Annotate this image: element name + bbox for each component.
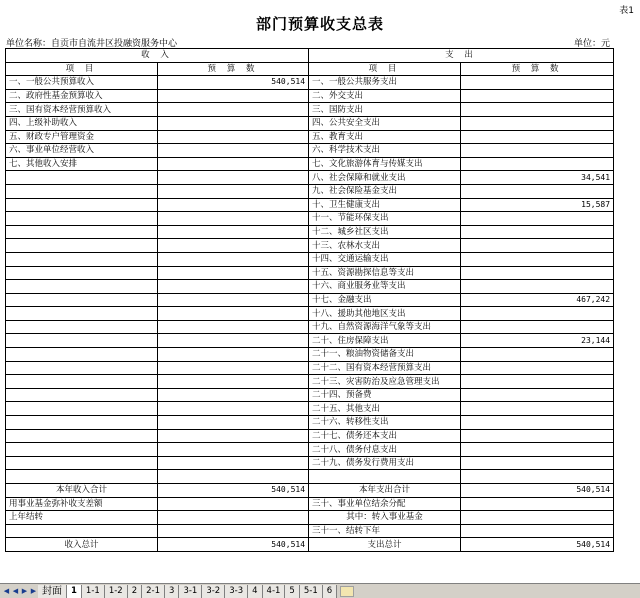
- sheet-tab[interactable]: 3-3: [225, 585, 248, 598]
- expense-item: 一、一般公共服务支出: [309, 76, 461, 90]
- income-year-value: 540,514: [158, 484, 309, 498]
- expense-item: 十九、自然资源海洋气象等支出: [309, 320, 461, 334]
- income-budget-header: 预 算 数: [158, 62, 309, 76]
- budget-table: [5, 48, 614, 552]
- expense-item: 七、文化旅游体育与传媒支出: [309, 157, 461, 171]
- income-item: [6, 184, 158, 198]
- income-item: [6, 416, 158, 430]
- expense-value: [461, 239, 614, 253]
- table-row: [6, 212, 614, 226]
- table-row: [6, 225, 614, 239]
- surplus-value: [461, 497, 614, 511]
- expense-value: [461, 361, 614, 375]
- table-row: [6, 388, 614, 402]
- expense-item: 九、社会保险基金支出: [309, 184, 461, 198]
- table-row: [6, 320, 614, 334]
- income-item: [6, 388, 158, 402]
- income-value: [158, 157, 309, 171]
- unit-currency: 单位：元: [573, 39, 610, 49]
- table-row: [6, 89, 614, 103]
- table-row: [6, 280, 614, 294]
- income-value: [158, 456, 309, 470]
- table-row: [6, 130, 614, 144]
- sheet-tab[interactable]: 封面: [38, 585, 67, 598]
- income-value: [158, 348, 309, 362]
- expense-value: [461, 157, 614, 171]
- income-item: [6, 429, 158, 443]
- expense-value: [461, 280, 614, 294]
- table-row: [6, 375, 614, 389]
- income-value: [158, 144, 309, 158]
- transfer-value: [461, 511, 614, 525]
- income-item: [6, 252, 158, 266]
- income-value: [158, 361, 309, 375]
- page-title: 部门预算收支总表: [255, 15, 384, 33]
- income-value: [158, 171, 309, 185]
- fund-gap-label: 用事业基金弥补收支差额: [6, 497, 158, 511]
- expense-item: 十、卫生健康支出: [309, 198, 461, 212]
- income-item: [6, 470, 158, 484]
- income-value: [158, 429, 309, 443]
- expense-value: [461, 416, 614, 430]
- income-item: 七、其他收入安排: [6, 157, 158, 171]
- carry-next-left: [6, 524, 158, 538]
- income-item: 二、政府性基金预算收入: [6, 89, 158, 103]
- income-item: [6, 266, 158, 280]
- table-row: [6, 116, 614, 130]
- table-row: [6, 252, 614, 266]
- income-item: [6, 456, 158, 470]
- income-item: [6, 239, 158, 253]
- expense-item: 三、国防支出: [309, 103, 461, 117]
- expense-value: [461, 375, 614, 389]
- income-item: [6, 293, 158, 307]
- income-item: [6, 348, 158, 362]
- table-row: [6, 184, 614, 198]
- expense-item: [309, 470, 461, 484]
- income-item: [6, 225, 158, 239]
- income-value: [158, 470, 309, 484]
- carry-label: 上年结转: [6, 511, 158, 525]
- expense-item: 六、科学技术支出: [309, 144, 461, 158]
- table-row: [6, 334, 614, 348]
- expense-item: 二十四、预备费: [309, 388, 461, 402]
- fund-gap-value: [158, 497, 309, 511]
- expense-value: [461, 266, 614, 280]
- income-item: 一、一般公共预算收入: [6, 76, 158, 90]
- income-item: [6, 307, 158, 321]
- expense-item: 二十八、债务付息支出: [309, 443, 461, 457]
- expense-item: 十三、农林水支出: [309, 239, 461, 253]
- income-item: 三、国有资本经营预算收入: [6, 103, 158, 117]
- table-row: [6, 402, 614, 416]
- tab-navigation: [0, 587, 38, 595]
- table-row: [6, 307, 614, 321]
- table-row: [6, 293, 614, 307]
- table-row: [6, 456, 614, 470]
- expense-value: [461, 388, 614, 402]
- expense-value: [461, 103, 614, 117]
- expense-header: 支 出: [309, 49, 614, 63]
- sheet-tab[interactable]: 1-2: [105, 585, 128, 598]
- income-value: [158, 266, 309, 280]
- expense-value: [461, 130, 614, 144]
- income-item-header: 项 目: [6, 62, 158, 76]
- table-row: [6, 239, 614, 253]
- table-row: [6, 266, 614, 280]
- expense-item: 十四、交通运输支出: [309, 252, 461, 266]
- income-value: [158, 388, 309, 402]
- income-value: [158, 89, 309, 103]
- income-value: [158, 212, 309, 226]
- income-value: [158, 443, 309, 457]
- sheet-tab[interactable]: 2: [128, 585, 142, 598]
- expense-item: 二十五、其他支出: [309, 402, 461, 416]
- fund-gap-row: [6, 497, 614, 511]
- income-value: [158, 320, 309, 334]
- expense-item: 八、社会保障和就业支出: [309, 171, 461, 185]
- header-row-sections: [6, 49, 614, 63]
- income-item: [6, 334, 158, 348]
- expense-year-value: 540,514: [461, 484, 614, 498]
- sheet-tab[interactable]: 3-2: [202, 585, 225, 598]
- expense-item: 二十七、债务还本支出: [309, 429, 461, 443]
- expense-item: 十八、援助其他地区支出: [309, 307, 461, 321]
- income-value: [158, 239, 309, 253]
- expense-value: 467,242: [461, 293, 614, 307]
- header-row-columns: [6, 62, 614, 76]
- sheet-tab[interactable]: 1-1: [82, 585, 105, 598]
- income-item: [6, 402, 158, 416]
- expense-item: 二十二、国有资本经营预算支出: [309, 361, 461, 375]
- table-row: [6, 103, 614, 117]
- carry-row: [6, 511, 614, 525]
- expense-value: [461, 144, 614, 158]
- expense-item: 二、外交支出: [309, 89, 461, 103]
- carry-value: [158, 511, 309, 525]
- income-total-label: 收入总计: [6, 538, 158, 552]
- expense-total-value: 540,514: [461, 538, 614, 552]
- next-tab-icon[interactable]: ▶: [21, 587, 28, 595]
- table-row: [6, 198, 614, 212]
- income-item: [6, 212, 158, 226]
- expense-item: 二十三、灾害防治及应急管理支出: [309, 375, 461, 389]
- sheet-tab[interactable]: 3-1: [179, 585, 202, 598]
- expense-value: [461, 307, 614, 321]
- expense-value: [461, 225, 614, 239]
- sheet-tab[interactable]: 1: [67, 585, 82, 598]
- carry-next-left-value: [158, 524, 309, 538]
- expense-item: 十一、节能环保支出: [309, 212, 461, 226]
- income-value: [158, 280, 309, 294]
- carry-next-value: [461, 524, 614, 538]
- expense-value: [461, 320, 614, 334]
- expense-item: 二十九、债务发行费用支出: [309, 456, 461, 470]
- totals-year-row: [6, 484, 614, 498]
- table-row: [6, 144, 614, 158]
- table-row: [6, 416, 614, 430]
- expense-budget-header: 预 算 数: [461, 62, 614, 76]
- income-value: [158, 225, 309, 239]
- expense-value: [461, 470, 614, 484]
- income-item: 四、上级补助收入: [6, 116, 158, 130]
- table-row: [6, 470, 614, 484]
- expense-value: [461, 252, 614, 266]
- income-header: 收 入: [6, 49, 309, 63]
- income-item: [6, 171, 158, 185]
- income-value: [158, 103, 309, 117]
- expense-item: 十五、资源勘探信息等支出: [309, 266, 461, 280]
- table-row: [6, 429, 614, 443]
- unit-name: 单位名称：自贡市自流井区投融资服务中心: [6, 39, 178, 49]
- grand-total-row: [6, 538, 614, 552]
- income-total-value: 540,514: [158, 538, 309, 552]
- expense-total-label: 支出总计: [309, 538, 461, 552]
- transfer-label: 其中：转入事业基金: [309, 511, 461, 525]
- expense-item: 四、公共安全支出: [309, 116, 461, 130]
- table-row: [6, 361, 614, 375]
- expense-value: [461, 116, 614, 130]
- income-value: [158, 252, 309, 266]
- income-item: [6, 361, 158, 375]
- expense-item: 五、教育支出: [309, 130, 461, 144]
- income-value: [158, 416, 309, 430]
- sheet-tab[interactable]: 4-1: [263, 585, 286, 598]
- expense-value: 23,144: [461, 334, 614, 348]
- first-tab-icon[interactable]: ◀: [3, 587, 10, 595]
- income-item: [6, 375, 158, 389]
- expense-item: 十六、商业服务业等支出: [309, 280, 461, 294]
- expense-value: [461, 348, 614, 362]
- expense-item: 二十、住房保障支出: [309, 334, 461, 348]
- expense-value: 34,541: [461, 171, 614, 185]
- income-value: [158, 116, 309, 130]
- income-item: [6, 443, 158, 457]
- expense-value: [461, 402, 614, 416]
- expense-value: [461, 76, 614, 90]
- income-value: [158, 402, 309, 416]
- income-item: 六、事业单位经营收入: [6, 144, 158, 158]
- income-value: [158, 307, 309, 321]
- last-tab-icon[interactable]: ▶: [30, 587, 37, 595]
- table-row: [6, 76, 614, 90]
- sheet-tab[interactable]: 6: [323, 585, 337, 598]
- income-value: 540,514: [158, 76, 309, 90]
- carry-next-row: [6, 524, 614, 538]
- income-value: [158, 184, 309, 198]
- expense-value: [461, 443, 614, 457]
- expense-item: 十七、金融支出: [309, 293, 461, 307]
- surplus-label: 三十、事业单位结余分配: [309, 497, 461, 511]
- table-row: [6, 171, 614, 185]
- income-value: [158, 293, 309, 307]
- income-value: [158, 375, 309, 389]
- income-item: [6, 198, 158, 212]
- expense-value: 15,587: [461, 198, 614, 212]
- carry-next-label: 三十一、结转下年: [309, 524, 461, 538]
- sheet-tab[interactable]: 2-1: [142, 585, 165, 598]
- sheet-tab[interactable]: 4: [248, 585, 262, 598]
- sheet-tabs: [38, 585, 337, 598]
- sheet-tab[interactable]: 5: [285, 585, 299, 598]
- expense-value: [461, 89, 614, 103]
- income-value: [158, 198, 309, 212]
- prev-tab-icon[interactable]: ◀: [12, 587, 19, 595]
- sheet-label: 表1: [619, 6, 634, 16]
- table-row: [6, 157, 614, 171]
- sheet-tab-bar: [0, 583, 640, 598]
- new-sheet-icon[interactable]: [340, 586, 354, 597]
- income-year-label: 本年收入合计: [6, 484, 158, 498]
- expense-value: [461, 212, 614, 226]
- expense-item: 十二、城乡社区支出: [309, 225, 461, 239]
- expense-value: [461, 429, 614, 443]
- expense-year-label: 本年支出合计: [309, 484, 461, 498]
- income-value: [158, 130, 309, 144]
- income-item: 五、财政专户管理资金: [6, 130, 158, 144]
- income-item: [6, 280, 158, 294]
- expense-value: [461, 184, 614, 198]
- sheet-tab[interactable]: 3: [165, 585, 179, 598]
- sheet-tab[interactable]: 5-1: [300, 585, 323, 598]
- income-value: [158, 334, 309, 348]
- table-row: [6, 443, 614, 457]
- income-item: [6, 320, 158, 334]
- table-row: [6, 348, 614, 362]
- expense-item-header: 项 目: [309, 62, 461, 76]
- expense-item: 二十一、粮油物资储备支出: [309, 348, 461, 362]
- expense-value: [461, 456, 614, 470]
- expense-item: 二十六、转移性支出: [309, 416, 461, 430]
